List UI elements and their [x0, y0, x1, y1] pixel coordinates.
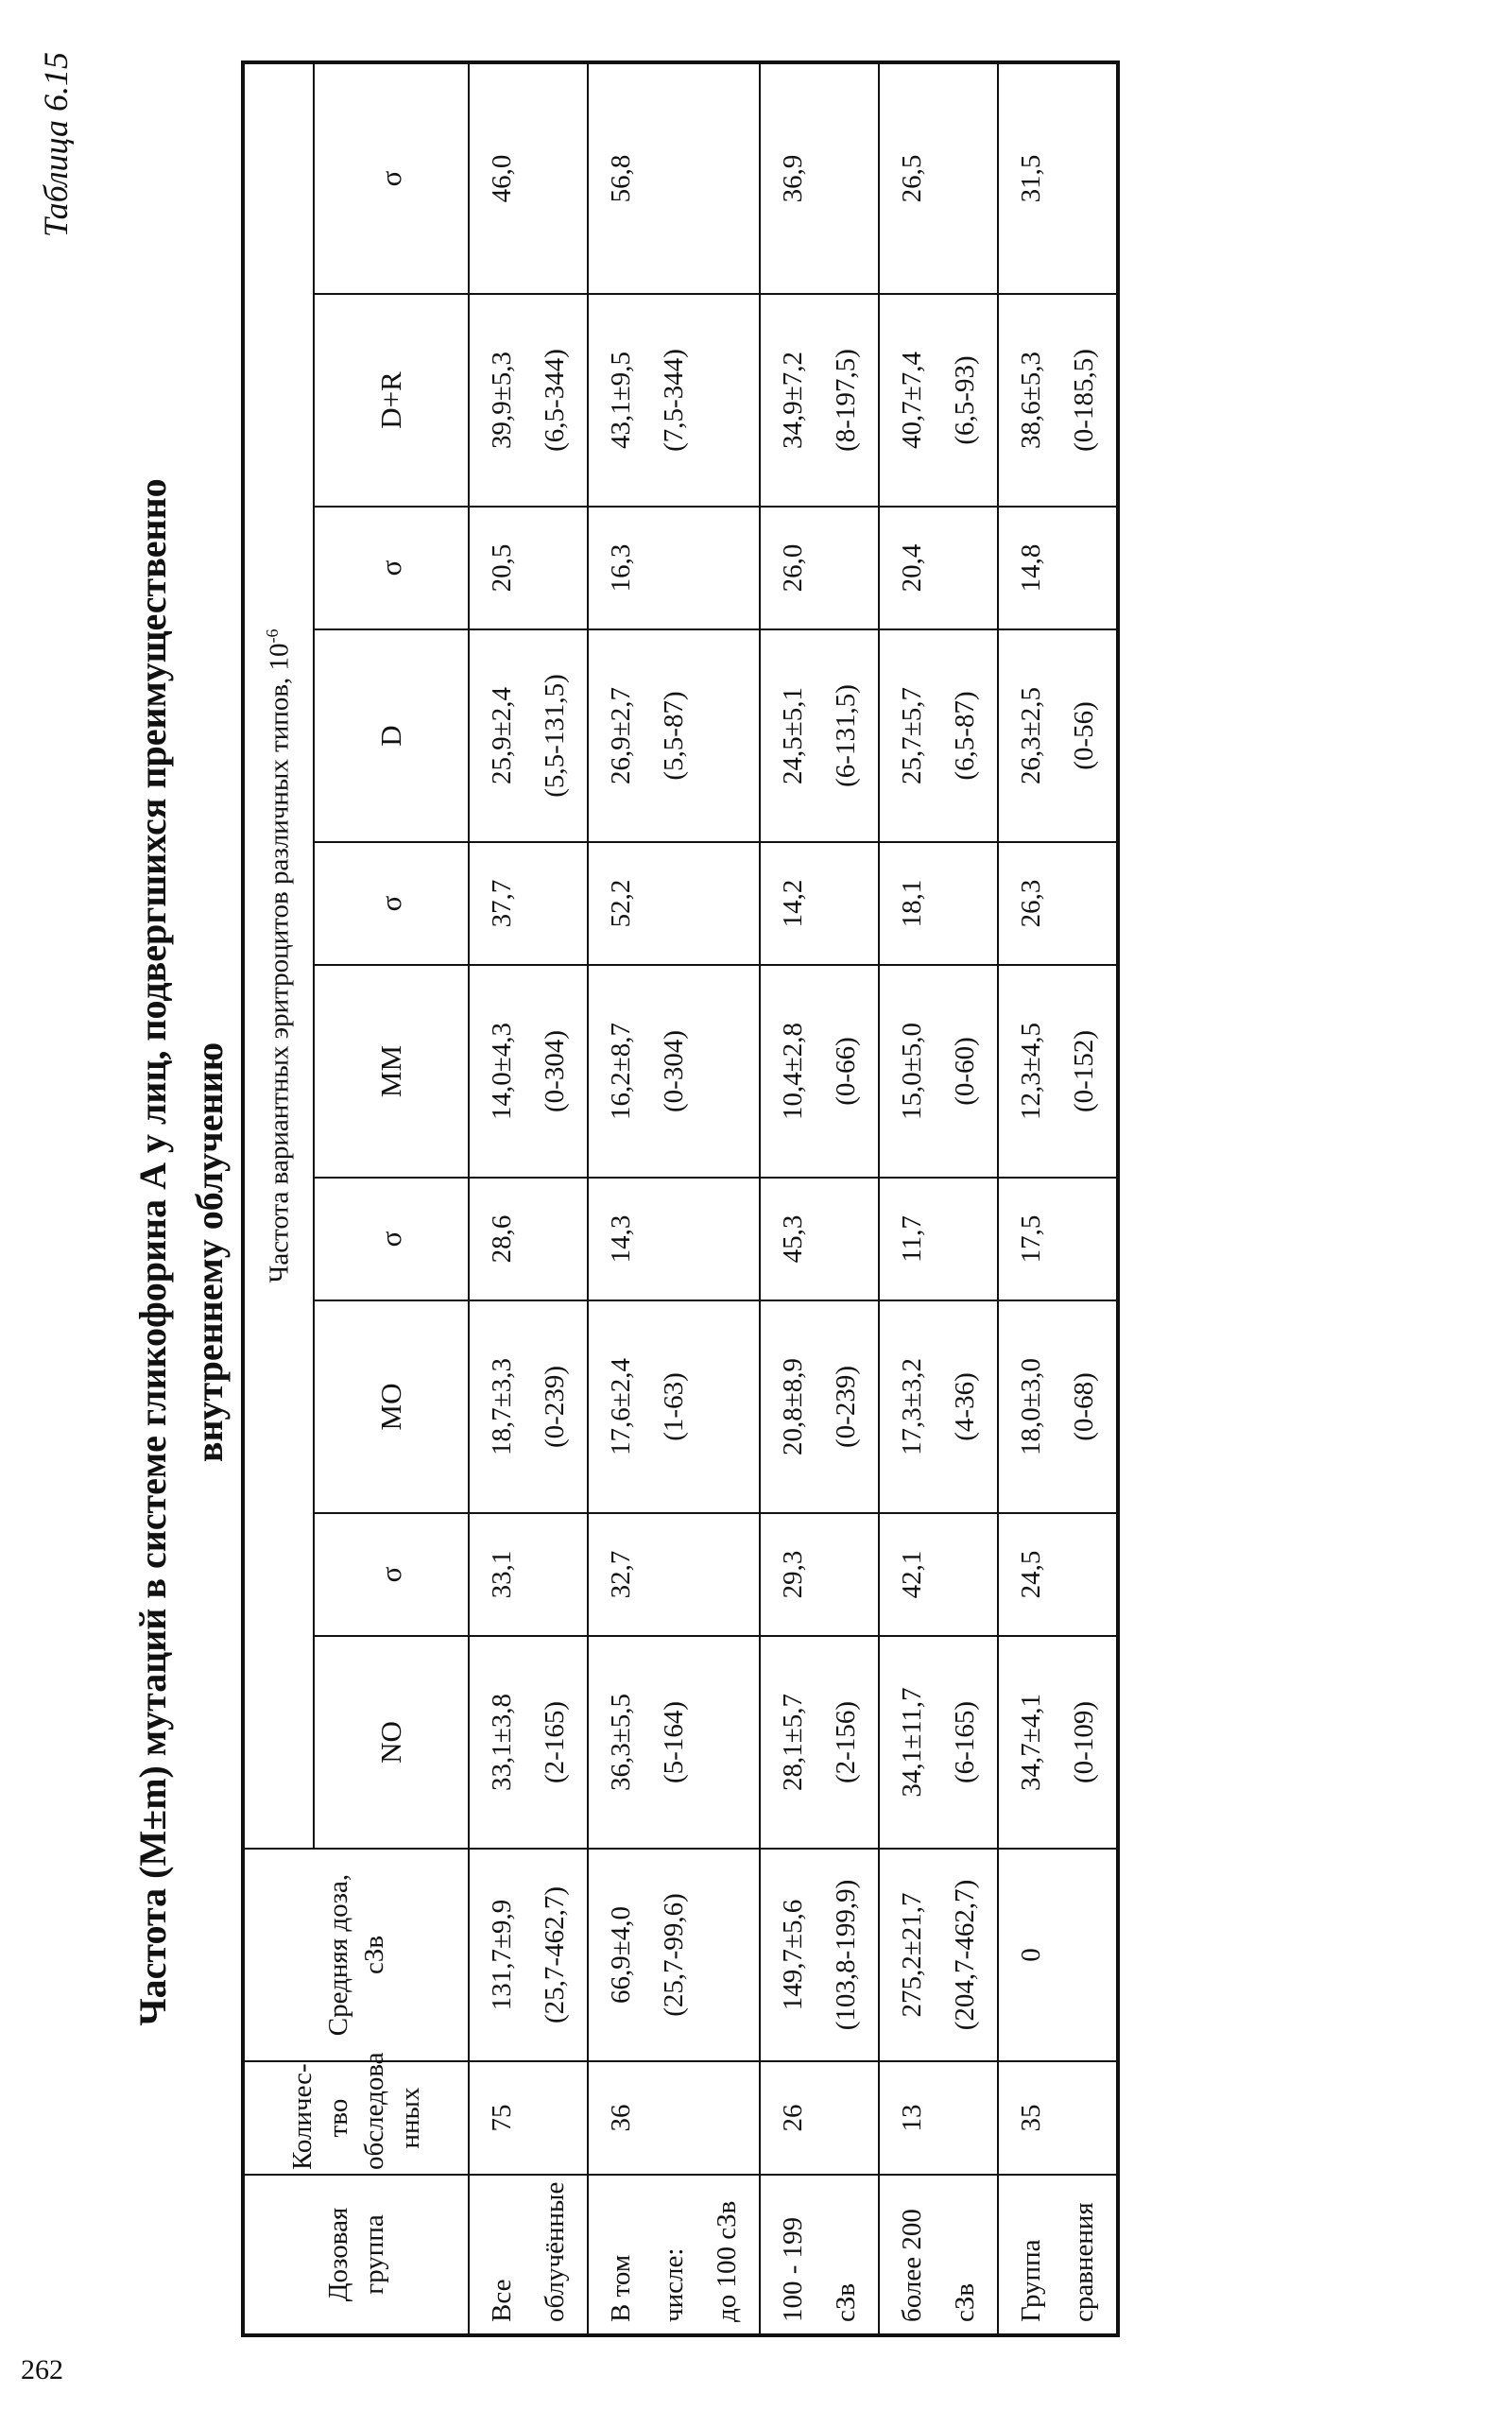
header-mean-dose-line2: сЗв: [359, 1935, 389, 1975]
header-count-line1: Количес-: [287, 2063, 318, 2170]
cell-mo-sigma: [588, 1178, 760, 1300]
cell-d-sigma-value: 20,4: [897, 543, 927, 593]
header-frequency-group: [243, 62, 314, 1849]
cell-group-line1: Группа: [1016, 2239, 1046, 2322]
header-frequency-text: Частота вариантных эритроцитов различных типов, 10: [264, 643, 295, 1283]
cell-count: [879, 2061, 998, 2175]
cell-no-range: (2-165): [540, 1701, 570, 1783]
cell-mm: [588, 965, 760, 1178]
cell-mo: [879, 1300, 998, 1513]
cell-no-sigma-value: 42,1: [897, 1550, 927, 1599]
cell-count-value: 26: [778, 2104, 808, 2132]
cell-dr-range: (7,5-344): [659, 349, 689, 452]
header-col-d: D: [314, 629, 469, 842]
title-line-2: внутреннему облучению: [188, 1041, 231, 1463]
cell-dr-sigma: [469, 62, 588, 294]
header-count-line3: обследова: [359, 2052, 389, 2170]
header-count-line2: тво: [323, 2098, 353, 2138]
cell-count-value: 35: [1016, 2104, 1046, 2132]
cell-count: [469, 2061, 588, 2175]
table-row: [588, 62, 760, 2335]
cell-d-mean: 26,3±2,5: [1016, 687, 1046, 784]
cell-group-line1: В том числе:: [606, 2247, 689, 2322]
cell-dose-mean: 149,7±5,6: [778, 1899, 808, 2011]
cell-d-sigma: [469, 507, 588, 629]
header-col-dr-sigma: σ: [314, 62, 469, 294]
cell-d-range: (5,5-131,5): [540, 674, 570, 798]
cell-d-sigma-value: 20,5: [487, 543, 517, 593]
cell-no: [760, 1636, 879, 1849]
cell-mm-mean: 16,2±8,7: [606, 1023, 636, 1120]
cell-dr: [879, 294, 998, 507]
cell-d: [760, 629, 879, 842]
cell-dr-mean: 40,7±7,4: [897, 352, 927, 449]
cell-mo: [760, 1300, 879, 1513]
cell-d-mean: 26,9±2,7: [606, 687, 636, 784]
cell-group-line2: сравнения: [1069, 2202, 1099, 2322]
cell-group-line2: облучённые: [540, 2181, 570, 2322]
header-count-line4: нных: [395, 2087, 425, 2149]
cell-mm-sigma: [588, 842, 760, 965]
cell-no-mean: 33,1±3,8: [487, 1694, 517, 1791]
cell-mo-mean: 18,0±3,0: [1016, 1358, 1046, 1455]
cell-mm-sigma-value: 14,2: [778, 879, 808, 928]
cell-no-sigma: [588, 1513, 760, 1636]
cell-no-sigma-value: 24,5: [1016, 1550, 1046, 1599]
cell-mo-sigma-value: 14,3: [606, 1214, 636, 1264]
cell-mo-sigma: [760, 1178, 879, 1300]
cell-dr-sigma: [998, 62, 1118, 294]
cell-mm-sigma: [760, 842, 879, 965]
cell-no: [469, 1636, 588, 1849]
cell-dr-mean: 34,9±7,2: [778, 352, 808, 449]
header-dose-group-line1: Дозовая: [323, 2207, 353, 2302]
cell-d: [879, 629, 998, 842]
cell-dose: [760, 1849, 879, 2061]
cell-mo-sigma-value: 17,5: [1016, 1214, 1046, 1264]
header-count: [243, 2052, 469, 2175]
cell-d-sigma: [879, 507, 998, 629]
cell-d-range: (6,5-87): [950, 691, 980, 781]
header-col-d-sigma: σ: [314, 507, 469, 629]
header-col-no: NO: [314, 1636, 469, 1849]
cell-no: [879, 1636, 998, 1849]
cell-d-sigma: [760, 507, 879, 629]
cell-no-sigma: [998, 1513, 1118, 1636]
cell-mm-range: (0-304): [540, 1030, 570, 1112]
cell-mo-sigma-value: 11,7: [897, 1215, 927, 1263]
header-col-mo-sigma: σ: [314, 1178, 469, 1300]
cell-d-mean: 25,9±2,4: [487, 687, 517, 784]
header-col-no-sigma: σ: [314, 1513, 469, 1636]
cell-dr-range: (6,5-344): [540, 349, 570, 452]
header-frequency-exponent: -6: [262, 628, 282, 644]
cell-mo-range: (1-63): [659, 1372, 689, 1441]
cell-mo-range: (0-239): [540, 1366, 570, 1448]
table-title: [125, 331, 238, 2174]
header-mean-dose: [243, 1849, 469, 2061]
cell-mo-sigma: [469, 1178, 588, 1300]
cell-mm-sigma: [998, 842, 1118, 965]
cell-mm-range: (0-60): [950, 1037, 980, 1106]
header-row-top: [243, 62, 314, 2335]
header-dose-group: [243, 2175, 469, 2335]
cell-dr-sigma-value: 26,5: [897, 154, 927, 203]
cell-d-range: (6-131,5): [831, 684, 861, 787]
cell-mo-sigma: [998, 1178, 1118, 1300]
cell-dr-sigma: [588, 62, 760, 294]
cell-d-mean: 25,7±5,7: [897, 687, 927, 784]
cell-mm-sigma-value: 18,1: [897, 879, 927, 928]
cell-d-sigma-value: 14,8: [1016, 543, 1046, 593]
cell-dose-range: (204,7-462,7): [950, 1879, 980, 2031]
cell-no-range: (0-109): [1069, 1701, 1099, 1783]
cell-dr: [760, 294, 879, 507]
cell-group: [998, 2175, 1118, 2335]
cell-no-range: (6-165): [950, 1701, 980, 1783]
table-row: [760, 62, 879, 2335]
cell-dr-mean: 38,6±5,3: [1016, 352, 1046, 449]
cell-no-mean: 28,1±5,7: [778, 1694, 808, 1791]
cell-group: [760, 2175, 879, 2335]
header-col-mm-sigma: σ: [314, 842, 469, 965]
cell-no-sigma: [879, 1513, 998, 1636]
cell-mo-mean: 20,8±8,9: [778, 1358, 808, 1455]
glycophorin-mutation-table: [241, 60, 1120, 2337]
header-mean-dose-line1: Средняя доза,: [323, 1873, 353, 2037]
cell-dose-mean: 0: [1016, 1948, 1046, 1962]
cell-mm-sigma: [879, 842, 998, 965]
cell-d-sigma: [588, 507, 760, 629]
cell-count: [588, 2061, 760, 2175]
cell-no: [588, 1636, 760, 1849]
cell-count: [998, 2061, 1118, 2175]
cell-mo: [588, 1300, 760, 1513]
cell-no-sigma-value: 32,7: [606, 1550, 636, 1599]
cell-dr-sigma-value: 36,9: [778, 154, 808, 203]
cell-dose-mean: 275,2±21,7: [897, 1892, 927, 2018]
cell-no-range: (5-164): [659, 1701, 689, 1783]
cell-dose: [998, 1849, 1118, 2061]
cell-mm: [760, 965, 879, 1178]
cell-mo: [998, 1300, 1118, 1513]
cell-mm-sigma: [469, 842, 588, 965]
cell-mo-range: (0-239): [831, 1366, 861, 1448]
header-dose-group-line2: группа: [359, 2214, 389, 2295]
cell-dr-sigma: [879, 62, 998, 294]
cell-d-range: (0-56): [1069, 701, 1099, 770]
cell-mo-range: (4-36): [950, 1372, 980, 1441]
cell-no-range: (2-156): [831, 1701, 861, 1783]
cell-dose: [588, 1849, 760, 2061]
cell-mm-sigma-value: 26,3: [1016, 879, 1046, 928]
cell-count-value: 36: [606, 2104, 636, 2132]
cell-no-sigma: [760, 1513, 879, 1636]
cell-mo-range: (0-68): [1069, 1372, 1099, 1441]
cell-dr: [469, 294, 588, 507]
cell-dr: [588, 294, 760, 507]
cell-dr-sigma-value: 31,5: [1016, 154, 1046, 203]
cell-dose: [879, 1849, 998, 2061]
cell-dose: [469, 1849, 588, 2061]
cell-dose-mean: 131,7±9,9: [487, 1899, 517, 2011]
header-col-mm: MM: [314, 965, 469, 1178]
cell-group-line2: до 100 сЗв: [712, 2200, 742, 2322]
cell-mo-sigma-value: 45,3: [778, 1214, 808, 1264]
cell-mm-sigma-value: 37,7: [487, 879, 517, 928]
cell-dr-sigma-value: 56,8: [606, 154, 636, 203]
cell-mm-mean: 12,3±4,5: [1016, 1023, 1046, 1120]
cell-group: [588, 2175, 760, 2335]
cell-count-value: 13: [897, 2104, 927, 2132]
cell-dr-sigma: [760, 62, 879, 294]
cell-dose-mean: 66,9±4,0: [606, 1906, 636, 2004]
cell-mm-range: (0-66): [831, 1037, 861, 1106]
cell-mm-range: (0-152): [1069, 1030, 1099, 1112]
cell-group-line1: 100 - 199 сЗв: [778, 2216, 861, 2322]
cell-d-sigma-value: 16,3: [606, 543, 636, 593]
cell-count: [760, 2061, 879, 2175]
table-row: [998, 62, 1118, 2335]
cell-mo-sigma: [879, 1178, 998, 1300]
cell-dose-range: (103,8-199,9): [831, 1879, 861, 2031]
cell-mm-sigma-value: 52,2: [606, 879, 636, 928]
cell-group: [879, 2175, 998, 2335]
cell-no-mean: 34,1±11,7: [897, 1687, 927, 1798]
cell-mo-sigma-value: 28,6: [487, 1214, 517, 1264]
cell-dr-range: (8-197,5): [831, 349, 861, 452]
cell-mo-mean: 17,6±2,4: [606, 1358, 636, 1455]
cell-mm-range: (0-304): [659, 1030, 689, 1112]
cell-dr: [998, 294, 1118, 507]
cell-d: [998, 629, 1118, 842]
table-label: Таблица 6.15: [37, 52, 75, 238]
page-number: 262: [21, 2354, 63, 2385]
cell-mm-mean: 15,0±5,0: [897, 1023, 927, 1120]
cell-dose-range: (25,7-99,6): [659, 1893, 689, 2017]
cell-no-sigma-value: 29,3: [778, 1550, 808, 1599]
cell-count-value: 75: [487, 2104, 517, 2132]
cell-d-mean: 24,5±5,1: [778, 687, 808, 784]
title-line-1: Частота (M±m) мутаций в системе гликофорина А у лиц, подвергшихся преимущественно: [131, 478, 174, 2026]
cell-dr-mean: 43,1±9,5: [606, 352, 636, 449]
header-col-dr: D+R: [314, 294, 469, 507]
cell-dose-range: (25,7-462,7): [540, 1886, 570, 2023]
cell-dr-range: (6,5-93): [950, 355, 980, 445]
cell-group-line1: более 200 сЗв: [897, 2209, 980, 2322]
cell-mm-mean: 10,4±2,8: [778, 1023, 808, 1120]
table-row: [879, 62, 998, 2335]
cell-mo-mean: 18,7±3,3: [487, 1358, 517, 1455]
header-col-mo: MO: [314, 1300, 469, 1513]
cell-no-sigma-value: 33,1: [487, 1550, 517, 1599]
table-row: [469, 62, 588, 2335]
cell-mo-mean: 17,3±3,2: [897, 1358, 927, 1455]
cell-d-sigma-value: 26,0: [778, 543, 808, 593]
cell-dr-mean: 39,9±5,3: [487, 352, 517, 449]
cell-mm: [469, 965, 588, 1178]
cell-group: [469, 2175, 588, 2335]
cell-d: [469, 629, 588, 842]
cell-mm: [879, 965, 998, 1178]
cell-d-sigma: [998, 507, 1118, 629]
cell-d: [588, 629, 760, 842]
cell-dr-sigma-value: 46,0: [487, 154, 517, 203]
cell-no-sigma: [469, 1513, 588, 1636]
cell-dr-range: (0-185,5): [1069, 349, 1099, 452]
cell-group-line1: Все: [487, 2279, 517, 2322]
cell-d-range: (5,5-87): [659, 691, 689, 781]
cell-mm-mean: 14,0±4,3: [487, 1023, 517, 1120]
cell-no: [998, 1636, 1118, 1849]
cell-mm: [998, 965, 1118, 1178]
cell-mo: [469, 1300, 588, 1513]
cell-no-mean: 36,3±5,5: [606, 1694, 636, 1791]
cell-no-mean: 34,7±4,1: [1016, 1694, 1046, 1791]
